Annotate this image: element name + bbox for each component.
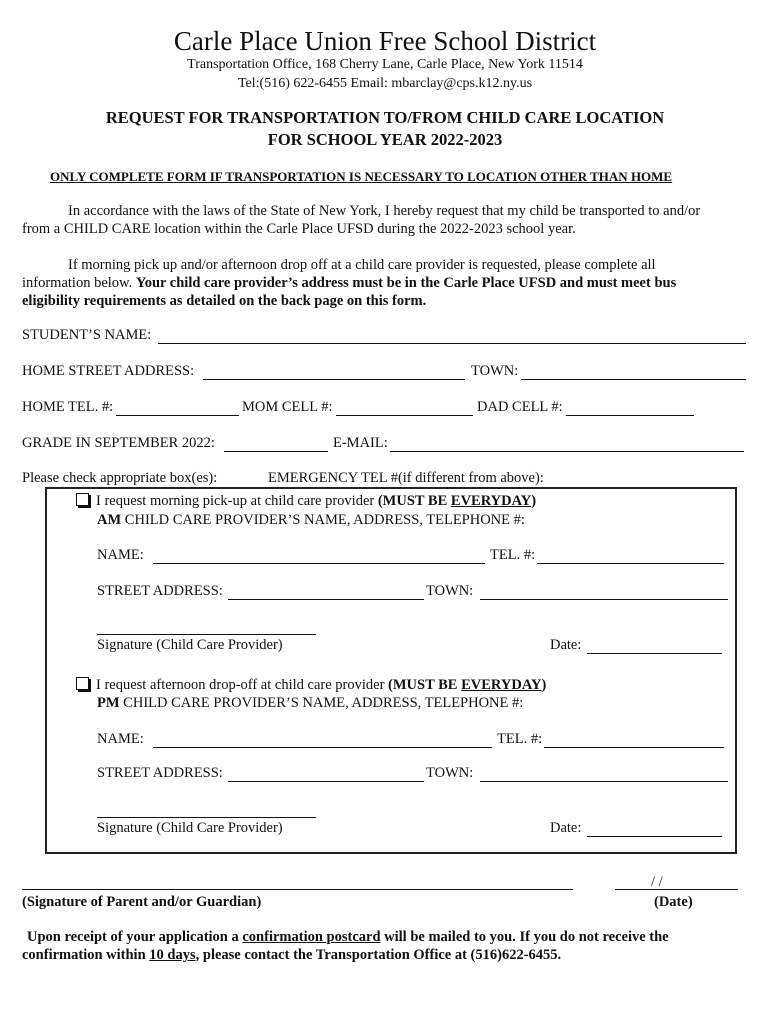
district-title: Carle Place Union Free School District [173, 26, 597, 56]
pm-date-label: Date: [550, 820, 582, 836]
grade-label: GRADE IN SEPTEMBER 2022: [22, 435, 215, 451]
intro-p2-line1: If morning pick up and/or afternoon drop off at a child care provider is requested, please complete all [68, 257, 656, 273]
pm-name-input[interactable] [153, 747, 492, 748]
am-request [76, 493, 536, 510]
am-town-label: TOWN: [426, 583, 474, 599]
am-provider-text: CHILD CARE PROVIDER’S NAME, ADDRESS, TELEPHONE #: [121, 512, 525, 528]
office-address: Transportation Office, 168 Cherry Lane, Carle Place, New York 11514 [187, 57, 583, 72]
home-address-label: HOME STREET ADDRESS: [22, 363, 195, 379]
am-signature-line[interactable] [97, 634, 316, 635]
pm-provider-text: CHILD CARE PROVIDER’S NAME, ADDRESS, TELEPHONE #: [119, 695, 524, 711]
am-everyday: EVERYDAY [450, 493, 532, 509]
footer-l2a: confirmation within [22, 947, 150, 963]
pm-tel-input[interactable] [544, 747, 724, 748]
pm-signature-line[interactable] [97, 817, 316, 818]
email-label: E-MAIL: [333, 435, 388, 451]
child-care-box [45, 487, 737, 854]
intro-p2-line3: eligibility requirements as detailed on the back page on this form. [22, 293, 427, 309]
parent-date-label: (Date) [654, 894, 693, 910]
pm-must-close: ) [541, 677, 547, 693]
am-signature-label: Signature (Child Care Provider) [97, 637, 283, 653]
pm-tel-label: TEL. #: [497, 731, 543, 747]
home-tel-label: HOME TEL. #: [22, 399, 114, 415]
pm-street-label: STREET ADDRESS: [97, 765, 223, 781]
pm-must-open: (MUST BE [388, 677, 462, 693]
ten-days: 10 days [149, 947, 196, 963]
am-street-input[interactable] [228, 599, 424, 600]
am-request-text: I request morning pick-up at child care provider [96, 493, 378, 509]
footer-l2b: , please contact the Transportation Office at (516)622-6455. [195, 947, 562, 963]
dad-cell-label: DAD CELL #: [477, 399, 563, 415]
pm-request [76, 677, 546, 694]
am-tel-input[interactable] [537, 563, 724, 564]
pm-town-input[interactable] [480, 781, 728, 782]
emergency-tel-label: EMERGENCY TEL #(if different from above): [268, 470, 544, 486]
am-name-input[interactable] [153, 563, 485, 564]
am-label: AM [97, 512, 122, 528]
pm-town-label: TOWN: [426, 765, 474, 781]
pm-everyday: EVERYDAY [461, 677, 542, 693]
confirmation-postcard: confirmation postcard [242, 929, 381, 945]
am-provider-heading [97, 512, 525, 529]
am-street-label: STREET ADDRESS: [97, 583, 223, 599]
form-title-line1: REQUEST FOR TRANSPORTATION TO/FROM CHILD CARE LOCATION [105, 108, 665, 127]
home-tel-input[interactable] [116, 415, 239, 416]
pm-checkbox[interactable] [76, 677, 89, 690]
mom-cell-input[interactable] [336, 415, 473, 416]
parent-signature-line[interactable] [22, 889, 573, 890]
pm-street-input[interactable] [228, 781, 424, 782]
am-must-close: ) [531, 493, 537, 509]
pm-label: PM [97, 695, 120, 711]
home-town-input[interactable] [521, 379, 746, 380]
am-town-input[interactable] [480, 599, 728, 600]
email-input[interactable] [390, 451, 744, 452]
intro-p2-bold: Your child care provider’s address must be in the Carle Place UFSD and must meet bus [135, 275, 677, 291]
student-name-input[interactable] [158, 343, 746, 344]
intro-p2-plain: information below. [22, 275, 136, 291]
intro-p1-line1: In accordance with the laws of the State of New York, I hereby request that my child be transported to and/or [68, 203, 701, 219]
mom-cell-label: MOM CELL #: [242, 399, 333, 415]
pm-signature-label: Signature (Child Care Provider) [97, 820, 283, 836]
am-checkbox[interactable] [76, 493, 89, 506]
pm-date-input[interactable] [587, 836, 722, 837]
check-prompt: Please check appropriate box(es): [22, 470, 218, 486]
footer-l1a: Upon receipt of your application a [27, 929, 243, 945]
am-tel-label: TEL. #: [490, 547, 536, 563]
office-contact: Tel:(516) 622-6455 Email: mbarclay@cps.k12.ny.us [237, 76, 533, 91]
pm-name-label: NAME: [97, 731, 144, 747]
student-name-label: STUDENT’S NAME: [22, 327, 152, 343]
footer-line1 [27, 929, 669, 946]
footer-line2 [22, 947, 561, 964]
am-must-open: (MUST BE [377, 493, 451, 509]
footer-l1b: will be mailed to you. If you do not receive the [380, 929, 669, 945]
notice: ONLY COMPLETE FORM IF TRANSPORTATION IS NECESSARY TO LOCATION OTHER THAN HOME [50, 169, 673, 184]
dad-cell-input[interactable] [566, 415, 694, 416]
grade-input[interactable] [224, 451, 328, 452]
am-name-label: NAME: [97, 547, 144, 563]
parent-signature-label: (Signature of Parent and/or Guardian) [22, 894, 262, 910]
pm-provider-heading [97, 695, 523, 712]
parent-date-line[interactable] [615, 889, 738, 890]
am-date-input[interactable] [587, 653, 722, 654]
intro-p1-line2: from a CHILD CARE location within the Carle Place UFSD during the 2022-2023 school year. [22, 221, 576, 237]
home-town-label: TOWN: [471, 363, 519, 379]
pm-request-text: I request afternoon drop-off at child care provider [96, 677, 389, 693]
form-title-line2: FOR SCHOOL YEAR 2022-2023 [267, 130, 503, 149]
home-address-input[interactable] [203, 379, 465, 380]
intro-p2-line2 [22, 275, 676, 292]
parent-date-slashes: / / [651, 874, 663, 890]
am-date-label: Date: [550, 637, 582, 653]
